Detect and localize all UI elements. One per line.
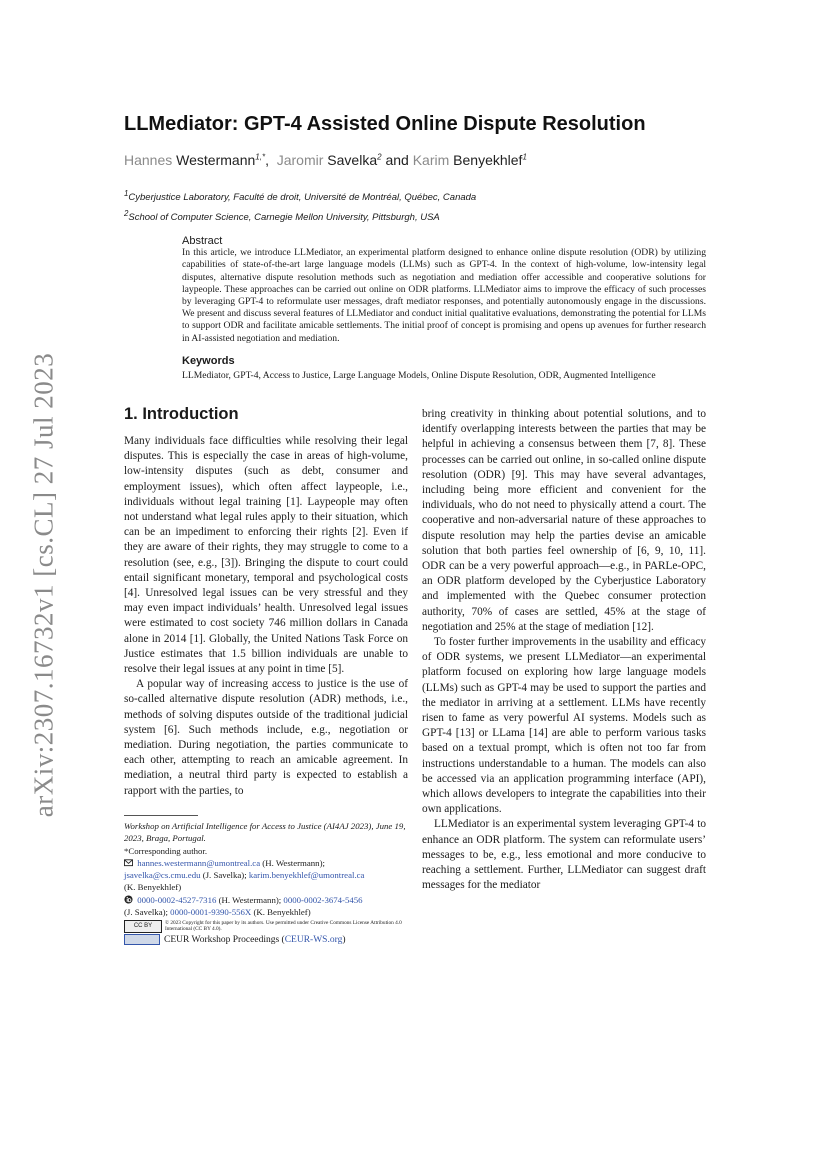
email-line-1: hannes.westermann@umontreal.ca (H. Westermann); — [124, 857, 416, 869]
orcid-link-savelka[interactable]: 0000-0002-3674-5456 — [283, 894, 363, 905]
author-conjunction: and — [385, 152, 409, 168]
ceur-logo-icon — [124, 934, 160, 945]
cc-by-badge-icon[interactable]: CC BY — [124, 920, 162, 933]
affiliation-2: $^2$School of Computer Science, Carnegie Mellon University, Pittsburgh, USA — [124, 209, 440, 224]
author-3[interactable]: Karim Benyekhlef$^1$ — [412, 152, 527, 168]
orcid-line-1: 0000-0002-4527-7316 (H. Westermann); 0000-0002-3674-5456 — [124, 894, 416, 906]
ceur-ws-link[interactable]: CEUR-WS.org — [284, 934, 343, 945]
copyright-line — [124, 919, 416, 932]
paragraph: To foster further improvements in the usability and efficacy of ODR systems, we present LLMediator—an experimental platform focused on exploring how large language models (LLMs) such as GPT-4 may be used to support the parties and the mediator in arriving at a settlement. LLMs have recently risen to fame as very powerful AI systems. Models such as GPT-4 [13] or LLama [14] are able to perform various tasks based on a textual prompt, which is often not too far from instructions understandable to a human. The models can also be accessed via an application programming interface (API), which allows developers to integrate the capabilities into their own applications. — [422, 636, 706, 816]
body-column-left — [124, 434, 408, 799]
abstract-block — [182, 235, 706, 345]
paragraph: Many individuals face difficulties while resolving their legal disputes. This is especially the case in areas of high-volume, low-intensity disputes (such as debt, consumer and employment issues), which often affect laypeople, i.e., individuals without legal training [1]. Laypeople may often not understand what legal rules apply to their situation, which can be an impediment to enforcing their rights [2]. Even if they are aware of their rights, they may struggle to come to a resolution (see, e.g., [3]). Bringing the dispute to court could entail significant monetary, temporal and psychological costs [4]. Unresolved legal issues can be very stressful and they may even impact individuals’ health. Unresolved legal issues were estimated to cost society 746 million dollars in Canada alone in 2014 [1]. Globally, the United Nations Task Force on Justice estimates that 1.5 billion individuals are unable to resolve their legal issues at any point in time [5]. — [124, 435, 408, 676]
orcid-link-westermann[interactable]: 0000-0002-4527-7316 — [137, 894, 217, 905]
section-title-introduction: 1. Introduction — [124, 405, 239, 423]
arxiv-id-label: arXiv:2307.16732v1 [cs.CL] 27 Jul 2023 — [28, 352, 59, 818]
paragraph: LLMediator is an experimental system leveraging GPT-4 to enhance an ODR platform. The system can reformulate users’ messages to be, e.g., less emotional and more conducive to reaching a settlement. Further, LLMediator can suggest draft messages for the mediator — [422, 818, 706, 892]
author-1[interactable]: Hannes Westermann$^{1,*}$ — [124, 152, 266, 168]
abstract-text: In this article, we introduce LLMediator, an experimental platform designed to enhance online dispute resolution (ODR) by utilizing capabilities of state-of-the-art large language models (LLMs) such as GPT-4. In the context of high-volume, low-intensity legal disputes, alternative dispute resolution methods such as negotiation and mediation offer accessible and cooperative solutions for laypeople. These approaches can be carried out online on ODR platforms. LLMediator aims to improve the efficacy of such processes by leveraging GPT-4 to reformulate user messages, draft mediator responses, and potentially autonomously engage in the discussions. We present and discuss several features of LLMediator and conduct initial qualitative evaluations, demonstrating the potential for LLMs to support ODR and facilitate amicable settlements. The initial proof of concept is promising and opens up avenues for further research in AI-assisted negotiation and mediation. — [182, 247, 706, 344]
body-column-right — [422, 407, 706, 894]
workshop-note: Workshop on Artificial Intelligence for Access to Justice (AI4AJ 2023), June 19, 2023, Braga, Portugal. — [124, 821, 406, 844]
email-link-savelka[interactable]: jsavelka@cs.cmu.edu — [124, 870, 201, 881]
email-link-westermann[interactable]: hannes.westermann@umontreal.ca — [137, 857, 261, 868]
footnotes — [124, 820, 416, 946]
author-list: Hannes Westermann$^{1,*}$, Jaromir Savelka$^2$ and Karim Benyekhlef$^1$ — [124, 152, 527, 168]
ceur-line: CEUR Workshop Proceedings (CEUR-WS.org) — [124, 934, 416, 946]
keywords-text: LLMediator, GPT-4, Access to Justice, Large Language Models, Online Dispute Resolution, ODR, Augmented Intelligence — [182, 370, 656, 381]
email-icon — [124, 858, 133, 867]
email-line-3: (K. Benyekhlef) — [124, 882, 182, 893]
orcid-link-benyekhlef[interactable]: 0000-0001-9390-556X — [170, 907, 252, 918]
email-line-2: jsavelka@cs.cmu.edu (J. Savelka); karim.benyekhlef@umontreal.ca — [124, 870, 365, 881]
affiliations — [124, 186, 476, 226]
abstract-heading: Abstract — [182, 235, 223, 247]
paragraph: A popular way of increasing access to justice is the use of so-called alternative dispute resolution (ADR) methods, i.e., methods of solving disputes outside of the traditional judicial system [6]. Such methods include, e.g., negotiation or mediation. During negotiation, the parties communicate to each other, attempting to reach an amicable agreement. In mediation, a neutral third party is expected to establish a rapport with the parties, to — [124, 678, 408, 797]
affiliation-1: $^1$Cyberjustice Laboratory, Faculté de droit, Université de Montréal, Québec, Canada — [124, 189, 477, 204]
footnote-divider — [124, 815, 198, 816]
author-2[interactable]: Jaromir Savelka$^2$ — [276, 152, 382, 168]
orcid-icon — [124, 895, 133, 904]
keywords-heading: Keywords — [182, 355, 235, 367]
copyright-text: © 2023 Copyright for this paper by its authors. Use permitted under Creative Commons License Attribution 4.0 International (CC BY 4.0). — [165, 920, 402, 933]
email-link-benyekhlef[interactable]: karim.benyekhlef@umontreal.ca — [248, 870, 365, 881]
orcid-line-2: (J. Savelka); 0000-0001-9390-556X (K. Benyekhlef) — [124, 907, 311, 918]
paragraph: bring creativity in thinking about potential solutions, and to identify overlapping interests between the parties that may be helpful in achieving a consensus between them [7, 8]. These processes can be carried out online, in so-called online dispute resolution (ODR) [9]. This may have several advantages, including being more efficient and convenient for the individuals, who do not need to physically attend a court. The cooperative and non-adversarial nature of these approaches to dispute resolution may help the parties devise an amicable solution that both parties feel ownership of [6, 9, 10, 11]. ODR can be a very powerful approach—e.g., in PARLe-OPC, an ODR platform developed by the Cyberjustice Laboratory and implemented with the Quebec consumer protection authority, 70% of cases are settled, 45% at the stage of negotiation and 25% at the stage of mediation [12]. — [422, 408, 706, 633]
paper-title: LLMediator: GPT-4 Assisted Online Dispute Resolution — [124, 113, 646, 135]
corresponding-note: *Corresponding author. — [124, 845, 208, 856]
